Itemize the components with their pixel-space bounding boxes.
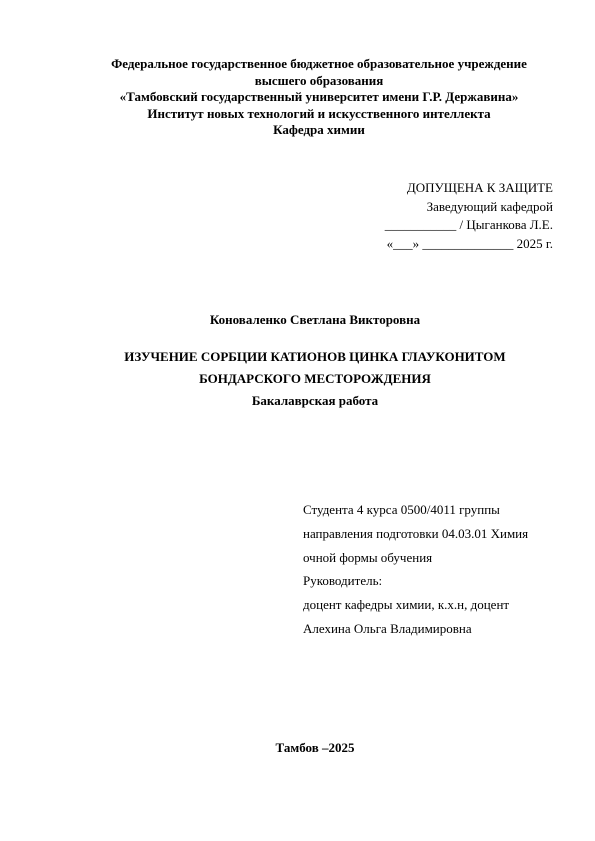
- supervisor-label: Руководитель:: [303, 573, 383, 589]
- thesis-title: [0, 346, 595, 389]
- department-name: Кафедра химии: [273, 122, 365, 137]
- approval-role: Заведующий кафедрой: [426, 198, 553, 214]
- university-name: «Тамбовский государственный университет имени Г.Р. Державина»: [119, 89, 519, 104]
- approval-heading: ДОПУЩЕНА К ЗАЩИТЕ: [406, 180, 553, 195]
- approval-date-line: «___» ______________ 2025 г.: [386, 235, 553, 251]
- student-direction: направления подготовки 04.03.01 Химия: [303, 525, 529, 541]
- student-info-block: [303, 498, 528, 641]
- student-course-group: Студента 4 курса 0500/4011 группы: [303, 502, 500, 517]
- thesis-title-line-2: БОНДАРСКОГО МЕСТОРОЖДЕНИЯ: [199, 370, 431, 386]
- supervisor-name: Алехина Ольга Владимировна: [303, 620, 472, 636]
- author-name: Коноваленко Светлана Викторовна: [209, 312, 421, 327]
- thesis-title-line-1: ИЗУЧЕНИЕ СОРБЦИИ КАТИОНОВ ЦИНКА ГЛАУКОНИТОМ: [124, 349, 506, 364]
- institution-type: Федеральное государственное бюджетное образовательное учреждение: [111, 56, 527, 71]
- institute-name: Институт новых технологий и искусственного интеллекта: [147, 105, 491, 121]
- student-study-form: очной формы обучения: [303, 549, 433, 565]
- institution-header: [60, 56, 578, 139]
- approval-block: [385, 179, 553, 253]
- city-year: Тамбов –2025: [275, 740, 355, 755]
- work-type: Бакалаврская работа: [251, 393, 379, 408]
- supervisor-position: доцент кафедры химии, к.х.н, доцент: [303, 597, 510, 613]
- approval-signature-line: ___________ / Цыганкова Л.Е.: [384, 217, 553, 232]
- education-level: высшего образования: [254, 72, 384, 88]
